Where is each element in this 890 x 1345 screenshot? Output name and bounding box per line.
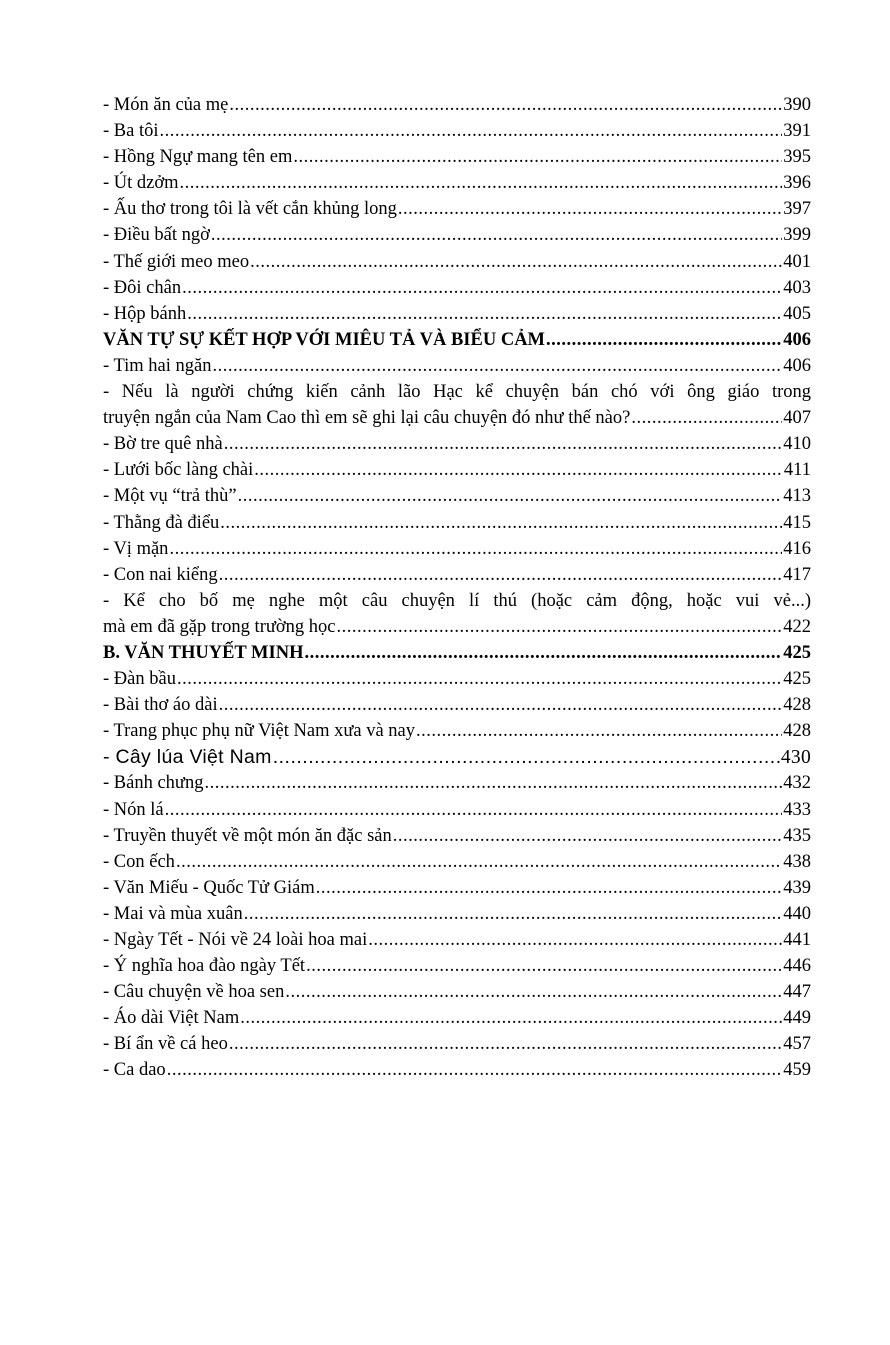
dot-leader: [219, 562, 783, 588]
toc-entry[interactable]: [103, 666, 811, 692]
toc-page-number: 407: [783, 408, 811, 429]
toc-page-number: 411: [783, 460, 811, 481]
toc-entry-title: - Nón lá: [103, 799, 164, 820]
toc-entry-title: - Lưới bốc làng chài: [103, 460, 254, 481]
toc-page-number: 413: [783, 486, 811, 507]
toc-entry-title: - Cây lúa Việt Nam: [103, 746, 272, 769]
toc-page-number: 401: [783, 251, 811, 272]
toc-entry-title: - Đàn bầu: [103, 669, 176, 690]
toc-entry-title: - Trang phục phụ nữ Việt Nam xưa và nay: [103, 721, 415, 742]
toc-entry[interactable]: [103, 849, 811, 875]
dot-leader: [285, 979, 782, 1005]
dot-leader: [416, 718, 782, 744]
dot-leader: [177, 666, 782, 692]
dot-leader: [204, 770, 782, 796]
toc-page-number: 410: [783, 434, 811, 455]
toc-entry[interactable]: [103, 797, 811, 823]
dot-leader: [240, 1005, 782, 1031]
dot-leader: [337, 614, 783, 640]
toc-entry-title: mà em đã gặp trong trường học: [103, 616, 336, 637]
toc-entry[interactable]: [103, 144, 811, 170]
dot-leader: [220, 510, 782, 536]
toc-entry[interactable]: [103, 588, 811, 640]
toc-entry[interactable]: [103, 249, 811, 275]
toc-section-heading[interactable]: [103, 327, 811, 353]
toc-entry-title: - Bài thơ áo dài: [103, 695, 218, 716]
toc-page-number: 446: [783, 956, 811, 977]
toc-page-number: 459: [783, 1060, 811, 1081]
toc-entry[interactable]: [103, 692, 811, 718]
toc-entry[interactable]: [103, 875, 811, 901]
toc-entry-title: - Điều bất ngờ: [103, 225, 210, 246]
toc-page-number: 447: [783, 982, 811, 1003]
dot-leader: [165, 797, 783, 823]
toc-entry-title: - Một vụ “trả thù”: [103, 486, 237, 507]
toc-page-number: 433: [783, 799, 811, 820]
toc-entry-title: - Út dzởm: [103, 173, 179, 194]
toc-entry-title: - Hồng Ngự mang tên em: [103, 147, 293, 168]
toc-entry[interactable]: [103, 92, 811, 118]
dot-leader: [169, 536, 782, 562]
toc-entry-title: - Ấu thơ trong tôi là vết cắn khủng long: [103, 199, 397, 220]
toc-entry[interactable]: [103, 1031, 811, 1057]
toc-entry-title: - Bờ tre quê nhà: [103, 434, 223, 455]
dot-leader: [304, 640, 782, 666]
dot-leader: [273, 744, 780, 770]
toc-page-number: 405: [783, 303, 811, 324]
toc-entry-title: - Ngày Tết - Nói về 24 loài hoa mai: [103, 930, 368, 950]
dot-leader: [368, 927, 782, 953]
toc-entry-title: - Ý nghĩa hoa đào ngày Tết: [103, 956, 306, 977]
toc-page-number: 406: [783, 329, 811, 350]
dot-leader: [238, 483, 783, 509]
toc-entry[interactable]: [103, 744, 811, 770]
toc-entry[interactable]: [103, 562, 811, 588]
toc-entry[interactable]: [103, 979, 811, 1005]
toc-entry[interactable]: [103, 718, 811, 744]
dot-leader: [187, 301, 782, 327]
dot-leader: [211, 222, 782, 248]
toc-entry-title: - Thằng đà điểu: [103, 512, 220, 533]
toc-entry-title: - Ba tôi: [103, 121, 159, 142]
toc-entry-title: - Đôi chân: [103, 277, 182, 298]
dot-leader: [250, 249, 782, 275]
toc-entry[interactable]: [103, 483, 811, 509]
toc-entry-title: - Vị mặn: [103, 538, 169, 559]
dot-leader: [393, 823, 782, 849]
dot-leader: [176, 849, 782, 875]
toc-entry-title: - Hộp bánh: [103, 303, 187, 324]
toc-page-number: 439: [783, 877, 811, 898]
toc-entry-title-line1: - Kể cho bố mẹ nghe một câu chuyện lí thú (hoặc cảm động, hoặc vui vẻ...): [103, 590, 811, 611]
toc-entry-title-line1: - Nếu là người chứng kiến cảnh lão Hạc kể chuyện bán chó với ông giáo trong: [103, 382, 811, 403]
toc-entry[interactable]: [103, 222, 811, 248]
toc-entry[interactable]: [103, 927, 811, 953]
toc-entry-title: - Ca dao: [103, 1060, 166, 1081]
toc-entry[interactable]: [103, 431, 811, 457]
dot-leader: [182, 275, 782, 301]
toc-entry[interactable]: [103, 536, 811, 562]
toc-section-heading[interactable]: [103, 640, 811, 666]
toc-entry[interactable]: [103, 1005, 811, 1031]
toc-entry[interactable]: [103, 275, 811, 301]
toc-page-number: 428: [783, 721, 811, 742]
toc-entry-title: - Bánh chưng: [103, 773, 204, 794]
toc-entry[interactable]: [103, 510, 811, 536]
dot-leader: [398, 196, 782, 222]
toc-entry-title: - Văn Miếu - Quốc Tử Giám: [103, 877, 315, 898]
dot-leader: [219, 692, 783, 718]
toc-page-number: 416: [783, 538, 811, 559]
toc-page-number: 396: [783, 173, 811, 194]
toc-entry[interactable]: [103, 301, 811, 327]
toc-page-number: 415: [783, 512, 811, 533]
toc-page-number: 449: [783, 1008, 811, 1029]
dot-leader: [212, 353, 782, 379]
toc-page-number: 391: [783, 121, 811, 142]
toc-page-number: 432: [783, 773, 811, 794]
toc-page-number: 406: [783, 355, 811, 376]
toc-page-number: 457: [783, 1034, 811, 1055]
toc-page-number: 422: [783, 616, 811, 637]
toc-entry[interactable]: [103, 196, 811, 222]
toc-entry-title: - Thế giới meo meo: [103, 251, 250, 272]
toc-entry-title: - Bí ẩn về cá heo: [103, 1034, 228, 1055]
toc-entry[interactable]: [103, 170, 811, 196]
toc-page-number: 417: [783, 564, 811, 585]
toc-entry-title: - Con ếch: [103, 851, 175, 872]
dot-leader: [293, 144, 782, 170]
toc-entry[interactable]: [103, 379, 811, 431]
toc-entry[interactable]: [103, 118, 811, 144]
dot-leader: [254, 457, 783, 483]
toc-entry[interactable]: [103, 353, 811, 379]
dot-leader: [224, 431, 783, 457]
toc-entry-title: - Món ăn của mẹ: [103, 95, 229, 115]
toc-entry-title: - Mai và mùa xuân: [103, 903, 243, 924]
toc-page-number: 438: [783, 851, 811, 872]
dot-leader: [244, 901, 783, 927]
dot-leader: [546, 327, 782, 353]
toc-page-number: 399: [783, 225, 811, 246]
dot-leader: [167, 1057, 783, 1083]
toc-page-number: 390: [783, 95, 811, 115]
toc-page-number: 435: [783, 825, 811, 846]
dot-leader: [229, 92, 782, 118]
toc-page-number: 425: [783, 642, 811, 663]
toc-entry[interactable]: [103, 1057, 811, 1083]
toc-page-number: 428: [783, 695, 811, 716]
toc-entry-title: - Truyền thuyết về một món ăn đặc sản: [103, 825, 392, 846]
toc-page-number: 430: [780, 747, 811, 769]
dot-leader: [316, 875, 782, 901]
toc-entry[interactable]: [103, 823, 811, 849]
table-of-contents: [103, 92, 811, 1084]
toc-entry-title: B. VĂN THUYẾT MINH: [103, 642, 304, 663]
toc-entry[interactable]: [103, 901, 811, 927]
toc-entry-title: VĂN TỰ SỰ KẾT HỢP VỚI MIÊU TẢ VÀ BIỂU CẢM: [103, 329, 546, 350]
dot-leader: [306, 953, 782, 979]
toc-page-number: 440: [783, 903, 811, 924]
toc-entry-title: - Tim hai ngăn: [103, 355, 212, 376]
toc-entry-title: - Con nai kiểng: [103, 564, 218, 585]
toc-page-number: 425: [783, 669, 811, 690]
toc-entry[interactable]: [103, 457, 811, 483]
dot-leader: [631, 405, 782, 431]
toc-entry-title: truyện ngắn của Nam Cao thì em sẽ ghi lại câu chuyện đó như thế nào?: [103, 408, 631, 429]
toc-entry[interactable]: [103, 770, 811, 796]
toc-page-number: 395: [783, 147, 811, 168]
toc-page-number: 403: [783, 277, 811, 298]
toc-page-number: 441: [783, 930, 811, 950]
toc-page-number: 397: [783, 199, 811, 220]
dot-leader: [160, 118, 783, 144]
toc-entry-title: - Câu chuyện về hoa sen: [103, 982, 285, 1003]
dot-leader: [229, 1031, 782, 1057]
toc-entry[interactable]: [103, 953, 811, 979]
dot-leader: [180, 170, 783, 196]
toc-entry-title: - Áo dài Việt Nam: [103, 1008, 240, 1029]
